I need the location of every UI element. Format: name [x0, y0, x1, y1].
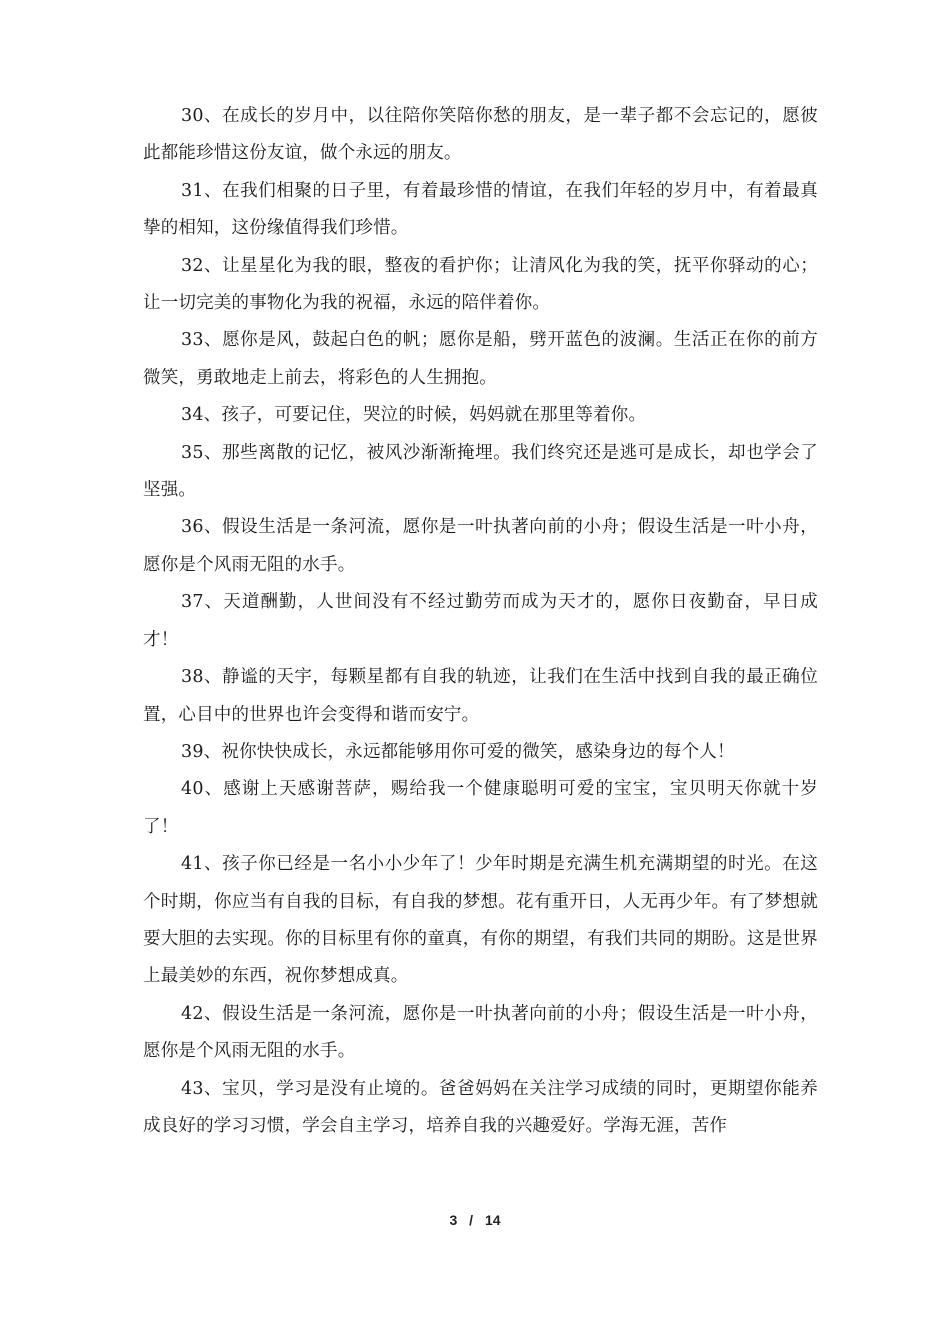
paragraph-40: 40、感谢上天感谢菩萨，赐给我一个健康聪明可爱的宝宝，宝贝明天你就十岁了！ [143, 779, 818, 837]
paragraph-34: 34、孩子，可要记住，哭泣的时候，妈妈就在那里等着你。 [181, 405, 647, 426]
current-page-number: 3 [449, 1212, 458, 1228]
paragraph-31: 31、在我们相聚的日子里，有着最珍惜的情谊，在我们年轻的岁月中，有着最真挚的相知，这份缘值得我们珍惜。 [143, 180, 818, 239]
paragraph-30: 30、在成长的岁月中，以往陪你笑陪你愁的朋友，是一辈子都不会忘记的，愿彼此都能珍惜这份友谊，做个永远的朋友。 [143, 106, 818, 164]
paragraph-33: 33、愿你是风，鼓起白色的帆；愿你是船，劈开蓝色的波澜。生活正在你的前方微笑，勇敢地走上前去，将彩色的人生拥抱。 [143, 330, 818, 388]
paragraph-42: 42、假设生活是一条河流，愿你是一叶执著向前的小舟；假设生活是一叶小舟，愿你是个风雨无阻的水手。 [143, 1003, 818, 1062]
paragraph-41: 41、孩子你已经是一名小小少年了！少年时期是充满生机充满期望的时光。在这个时期，你应当有自我的目标，有自我的梦想。花有重开日，人无再少年。有了梦想就要大胆的去实现。你的目标里有你的童真，有你的期望，有我们共同的期盼。这是世界上最美妙的东西，祝你梦想成真。 [143, 854, 818, 987]
page-separator: / [469, 1212, 474, 1228]
page-number-footer [0, 1212, 950, 1228]
paragraph-36: 36、假设生活是一条河流，愿你是一叶执著向前的小舟；假设生活是一叶小舟，愿你是个风雨无阻的水手。 [143, 517, 818, 575]
total-pages-number: 14 [484, 1212, 501, 1228]
paragraph-43: 43、宝贝，学习是没有止境的。爸爸妈妈在关注学习成绩的同时，更期望你能养成良好的学习习惯，学会自主学习，培养自我的兴趣爱好。学海无涯，苦作 [143, 1078, 818, 1136]
paragraph-39: 39、祝你快快成长，永远都能够用你可爱的微笑，感染身边的每个人！ [181, 741, 735, 762]
paragraph-32: 32、让星星化为我的眼，整夜的看护你；让清风化为我的笑，抚平你驿动的心；让一切完美的事物化为我的祝福，永远的陪伴着你。 [143, 255, 818, 314]
paragraph-38: 38、静谧的天宇，每颗星都有自我的轨迹，让我们在生活中找到自我的最正确位置，心目中的世界也许会变得和谐而安宁。 [143, 667, 818, 725]
paragraph-35: 35、那些离散的记忆，被风沙渐渐掩埋。我们终究还是逃可是成长，却也学会了坚强。 [143, 442, 818, 501]
document-body [143, 98, 818, 1145]
paragraph-37: 37、天道酬勤，人世间没有不经过勤劳而成为天才的，愿你日夜勤奋，早日成才！ [143, 592, 818, 650]
